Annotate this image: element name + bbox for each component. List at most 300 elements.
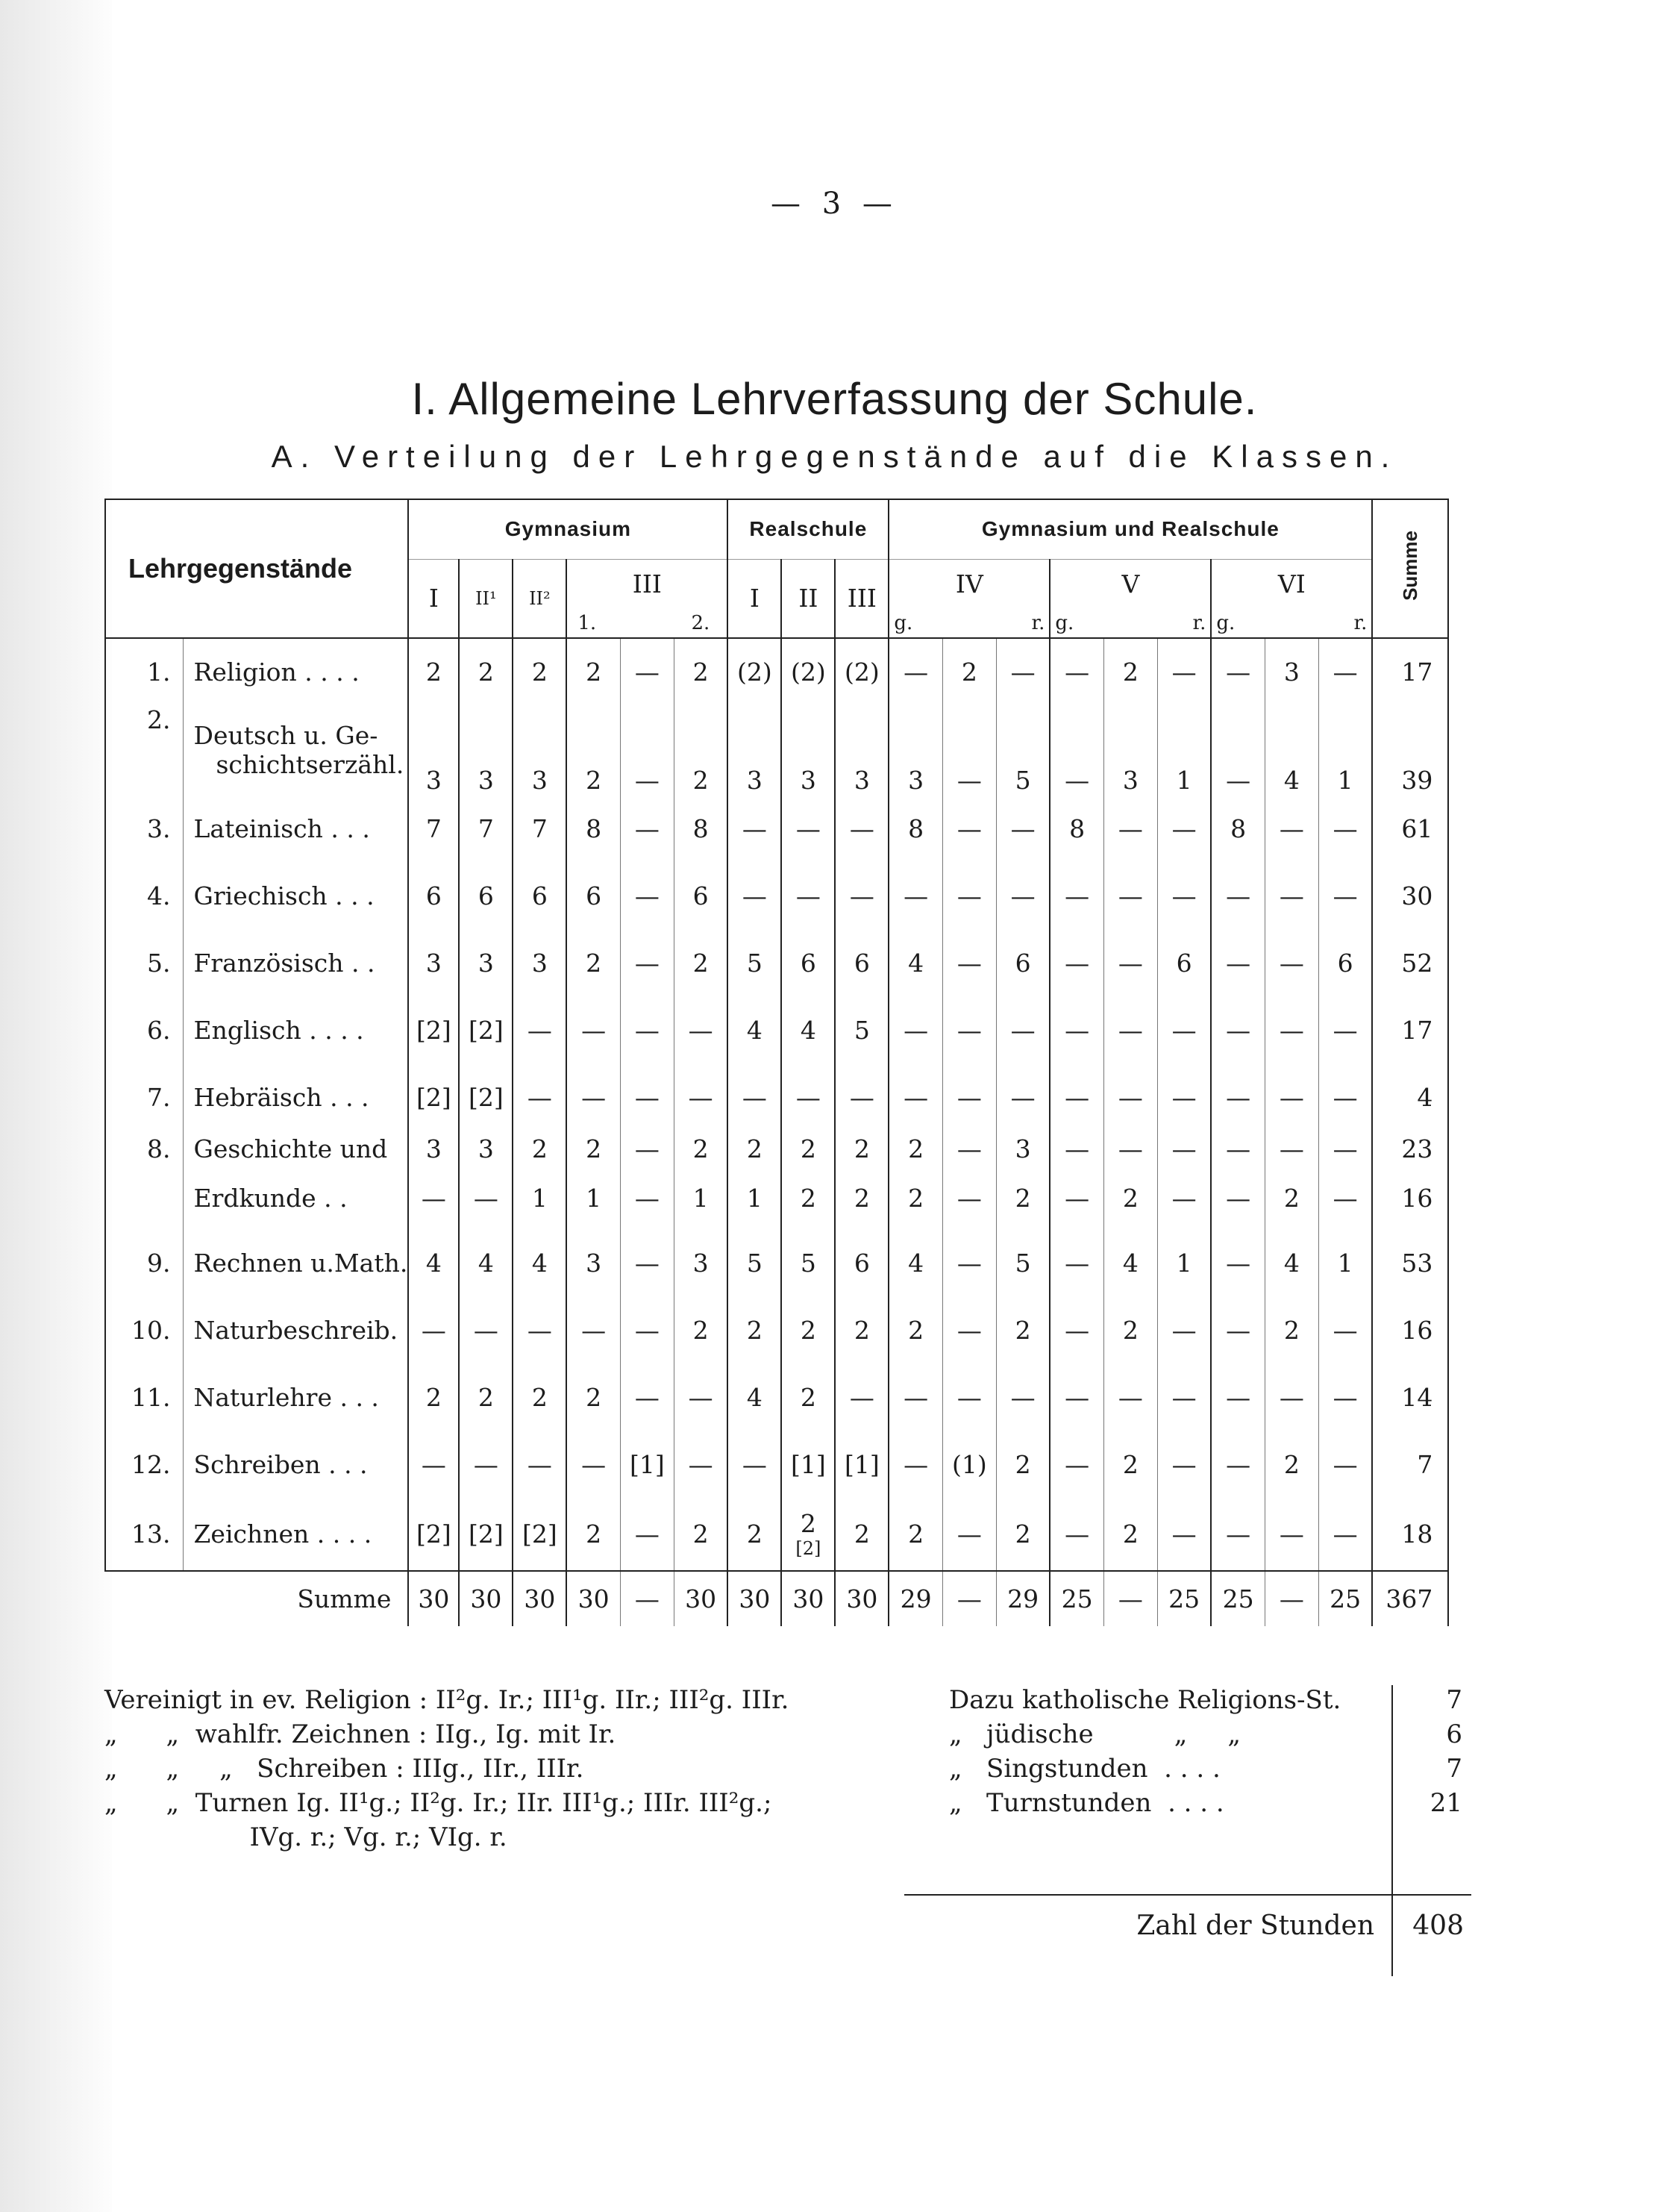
table-cell: —	[459, 1431, 513, 1498]
table-cell: —	[1103, 1363, 1157, 1431]
table-cell: [2]	[408, 1063, 459, 1131]
table-cell: 4	[727, 1363, 781, 1431]
table-cell: —	[1157, 1363, 1211, 1431]
table-cell: —	[1103, 996, 1157, 1063]
table-cell: 8	[566, 795, 620, 862]
table-cell: 2	[835, 1498, 889, 1571]
note-left-text: „ „ Turnen Ig. II¹g.; II²g. Ir.; IIr. III¹g.; IIIr. III²g.;	[104, 1788, 772, 1818]
table-row	[105, 1229, 1448, 1296]
table-cell: —	[459, 1166, 513, 1229]
table-cell: —	[1050, 1363, 1103, 1431]
table-cell: —	[513, 1296, 566, 1363]
table-cell: 2	[1103, 1296, 1157, 1363]
row-subject: Naturbeschreib.	[183, 1296, 408, 1363]
table-body	[105, 638, 1448, 1626]
table-cell: —	[1050, 1296, 1103, 1363]
summe-cell: 29	[996, 1571, 1050, 1626]
row-sum: 39	[1372, 705, 1448, 795]
row-subject: Rechnen u.Math.	[183, 1229, 408, 1296]
header-sub-IV-g: g.	[889, 608, 942, 638]
table-cell: —	[889, 1063, 942, 1131]
table-cell: —	[1103, 795, 1157, 862]
table-cell: 2	[566, 1498, 620, 1571]
note-right-text: „ Turnstunden . . . .	[949, 1788, 1224, 1818]
cell-extra-value: [2]	[795, 1538, 821, 1559]
summe-cell: 30	[674, 1571, 727, 1626]
table-cell: —	[1050, 1229, 1103, 1296]
table-cell: [2]	[408, 996, 459, 1063]
table-cell: —	[1265, 1131, 1318, 1166]
table-cell: —	[1211, 1498, 1265, 1571]
table-cell: —	[835, 795, 889, 862]
table-cell	[781, 1498, 835, 1571]
row-number: 9.	[105, 1229, 183, 1296]
table-cell: —	[942, 996, 996, 1063]
table-cell: —	[1157, 1166, 1211, 1229]
table-cell: 6	[408, 862, 459, 929]
table-cell: (2)	[727, 638, 781, 705]
table-cell: [2]	[459, 1498, 513, 1571]
table-cell: —	[1211, 1166, 1265, 1229]
row-subject: Lateinisch . . .	[183, 795, 408, 862]
table-cell: 3	[781, 705, 835, 795]
table-cell: 2	[459, 638, 513, 705]
table-cell: —	[781, 1063, 835, 1131]
header-gymnasium-und-realschule: Gymnasium und Realschule	[889, 499, 1372, 559]
table-cell: 3	[408, 705, 459, 795]
table-cell: 4	[889, 929, 942, 996]
table-cell: 2	[674, 1131, 727, 1166]
table-row	[105, 1166, 1448, 1229]
header-class-real-I: I	[727, 559, 781, 638]
row-subject: Griechisch . . .	[183, 862, 408, 929]
table-row	[105, 1498, 1448, 1571]
table-cell: 2	[1103, 1431, 1157, 1498]
table-row	[105, 1431, 1448, 1498]
table-cell: —	[996, 862, 1050, 929]
note-left-text: Vereinigt in ev. Religion : II²g. Ir.; III¹g. IIr.; III²g. IIIr.	[104, 1685, 789, 1715]
table-cell: 5	[781, 1229, 835, 1296]
table-cell: —	[1050, 1166, 1103, 1229]
table-cell: 4	[727, 996, 781, 1063]
table-cell: [1]	[620, 1431, 674, 1498]
table-cell: [1]	[835, 1431, 889, 1498]
table-cell: [1]	[781, 1431, 835, 1498]
table-cell: 6	[566, 862, 620, 929]
table-cell: [2]	[513, 1498, 566, 1571]
row-sum: 61	[1372, 795, 1448, 862]
table-cell: —	[1157, 1498, 1211, 1571]
table-cell: 2	[674, 1498, 727, 1571]
row-subject: Geschichte und	[183, 1131, 408, 1166]
table-cell: —	[889, 1431, 942, 1498]
table-cell: —	[1265, 996, 1318, 1063]
row-sum: 16	[1372, 1166, 1448, 1229]
table-cell: —	[1157, 1063, 1211, 1131]
row-number: 7.	[105, 1063, 183, 1131]
table-cell: 3	[513, 929, 566, 996]
note-left-text: „ „ wahlfr. Zeichnen : IIg., Ig. mit Ir.	[104, 1719, 616, 1749]
table-cell: 6	[835, 1229, 889, 1296]
table-cell: —	[942, 1229, 996, 1296]
row-number: 12.	[105, 1431, 183, 1498]
table-cell: 1	[727, 1166, 781, 1229]
table-cell: 3	[513, 705, 566, 795]
table-cell: —	[620, 1296, 674, 1363]
table-cell: 2	[566, 1131, 620, 1166]
table-cell: —	[566, 996, 620, 1063]
row-subject: Zeichnen . . . .	[183, 1498, 408, 1571]
zahl-value: 408	[1412, 1910, 1464, 1941]
table-cell: —	[1318, 1498, 1372, 1571]
table-cell: 2	[1265, 1296, 1318, 1363]
table-cell: —	[1318, 1363, 1372, 1431]
table-cell: 5	[996, 1229, 1050, 1296]
notes-block	[104, 1685, 1470, 1857]
table-cell: 8	[889, 795, 942, 862]
note-row	[104, 1822, 1470, 1857]
table-cell: —	[620, 795, 674, 862]
table-cell: —	[1211, 929, 1265, 996]
row-sum: 4	[1372, 1063, 1448, 1131]
table-cell: —	[996, 795, 1050, 862]
table-cell: —	[1157, 996, 1211, 1063]
table-cell: —	[674, 1063, 727, 1131]
note-row	[104, 1719, 1470, 1754]
note-value: 21	[1430, 1788, 1462, 1818]
table-cell: —	[620, 638, 674, 705]
page-title: I. Allgemeine Lehrverfassung der Schule.	[411, 374, 1258, 424]
table-cell: —	[942, 1498, 996, 1571]
summe-cell: 30	[459, 1571, 513, 1626]
table-cell: —	[942, 1166, 996, 1229]
header-class-IV: IV	[889, 559, 1050, 608]
zahl-divider	[904, 1894, 1471, 1896]
table-cell: —	[1318, 862, 1372, 929]
summe-cell: 30	[513, 1571, 566, 1626]
table-cell: —	[1050, 1131, 1103, 1166]
table-cell: —	[1103, 1131, 1157, 1166]
table-cell: —	[1265, 1063, 1318, 1131]
header-realschule: Realschule	[727, 499, 889, 559]
row-number: 3.	[105, 795, 183, 862]
table-cell: —	[1318, 795, 1372, 862]
summe-cell: 25	[1318, 1571, 1372, 1626]
header-class-gym-III: III	[566, 559, 727, 608]
summe-row	[105, 1571, 1448, 1626]
table-cell: —	[674, 1431, 727, 1498]
table-cell: —	[889, 638, 942, 705]
table-cell: 4	[1265, 705, 1318, 795]
table-cell: 2	[566, 1363, 620, 1431]
table-cell: —	[1265, 1498, 1318, 1571]
table-cell: 2	[513, 638, 566, 705]
row-number: 8.	[105, 1131, 183, 1166]
table-cell: 6	[835, 929, 889, 996]
table-cell: —	[1050, 862, 1103, 929]
table-row	[105, 1296, 1448, 1363]
table-cell: —	[1050, 638, 1103, 705]
summe-cell: 25	[1050, 1571, 1103, 1626]
table-cell: —	[727, 795, 781, 862]
table-cell: 3	[459, 1131, 513, 1166]
cell-value: 2	[800, 1509, 816, 1538]
table-cell: 2	[996, 1431, 1050, 1498]
table-cell: —	[1157, 1131, 1211, 1166]
row-subject-line2: schichtserzähl.	[216, 750, 404, 779]
table-cell: 6	[674, 862, 727, 929]
table-cell: 7	[408, 795, 459, 862]
table-cell: 4	[889, 1229, 942, 1296]
table-cell: 2	[674, 929, 727, 996]
row-number: 5.	[105, 929, 183, 996]
zahl-label: Zahl der Stunden	[1136, 1910, 1374, 1941]
table-cell: 6	[781, 929, 835, 996]
table-cell: —	[1211, 1063, 1265, 1131]
header-class-gym-II1: II¹	[459, 559, 513, 638]
table-cell: (2)	[835, 638, 889, 705]
table-cell: —	[1050, 1063, 1103, 1131]
table-cell: —	[1211, 1431, 1265, 1498]
table-cell: 2	[996, 1166, 1050, 1229]
table-cell: 1	[1318, 705, 1372, 795]
note-right-text: Dazu katholische Religions-St.	[949, 1685, 1341, 1715]
table-cell: —	[996, 1363, 1050, 1431]
row-subject: Schreiben . . .	[183, 1431, 408, 1498]
table-cell: 2	[835, 1296, 889, 1363]
row-subject: Religion . . . .	[183, 638, 408, 705]
table-cell: —	[1050, 1431, 1103, 1498]
table-cell: —	[1211, 1131, 1265, 1166]
table-cell: —	[1265, 929, 1318, 996]
note-value: 6	[1446, 1719, 1462, 1749]
table-cell: —	[1318, 1296, 1372, 1363]
table-cell: —	[1318, 1063, 1372, 1131]
table-cell: 4	[459, 1229, 513, 1296]
table-cell: 8	[1050, 795, 1103, 862]
table-cell: —	[1157, 795, 1211, 862]
table-cell: 2	[566, 705, 620, 795]
table-cell: —	[996, 638, 1050, 705]
table-cell: 2	[889, 1498, 942, 1571]
table-cell: 4	[1103, 1229, 1157, 1296]
table-cell: —	[566, 1296, 620, 1363]
table-cell: 2	[889, 1131, 942, 1166]
table-cell: 5	[835, 996, 889, 1063]
table-cell: 6	[996, 929, 1050, 996]
summe-cell: 30	[408, 1571, 459, 1626]
table-cell: —	[620, 996, 674, 1063]
table-row	[105, 929, 1448, 996]
row-number: 1.	[105, 638, 183, 705]
row-subject-line1: Deutsch u. Ge-	[193, 721, 378, 750]
header-sub-V-g: g.	[1050, 608, 1103, 638]
table-cell: 2	[835, 1131, 889, 1166]
table-cell: 5	[996, 705, 1050, 795]
row-number: 10.	[105, 1296, 183, 1363]
table-cell: —	[1211, 862, 1265, 929]
table-cell: 6	[1318, 929, 1372, 996]
table-cell: 8	[674, 795, 727, 862]
row-sum: 30	[1372, 862, 1448, 929]
table-cell: —	[727, 1431, 781, 1498]
table-cell: —	[1157, 1296, 1211, 1363]
row-subject	[183, 705, 408, 795]
table-cell: 5	[727, 1229, 781, 1296]
header-sub-III-2: 2.	[691, 611, 710, 634]
table-cell: 2	[674, 638, 727, 705]
table-cell: —	[1157, 1431, 1211, 1498]
table-cell: —	[408, 1296, 459, 1363]
table-cell: 2	[1103, 638, 1157, 705]
header-class-VI: VI	[1211, 559, 1372, 608]
summe-total: 367	[1372, 1571, 1448, 1626]
table-cell: —	[942, 705, 996, 795]
table-cell: —	[942, 862, 996, 929]
table-cell: 3	[459, 929, 513, 996]
table-cell: 2	[781, 1131, 835, 1166]
header-class-real-III: III	[835, 559, 889, 638]
summe-cell: 30	[566, 1571, 620, 1626]
table-cell: —	[1211, 1229, 1265, 1296]
note-left-text: IVg. r.; Vg. r.; VIg. r.	[104, 1822, 507, 1852]
table-cell: —	[1211, 638, 1265, 705]
table-cell: [2]	[408, 1498, 459, 1571]
table-cell: —	[566, 1431, 620, 1498]
header-summe: Summe	[1372, 499, 1448, 638]
table-cell: —	[620, 705, 674, 795]
table-cell: —	[942, 1296, 996, 1363]
row-sum: 23	[1372, 1131, 1448, 1166]
header-class-real-II: II	[781, 559, 835, 638]
summe-cell: —	[620, 1571, 674, 1626]
table-cell: 2	[835, 1166, 889, 1229]
table-cell: —	[781, 795, 835, 862]
row-sum: 7	[1372, 1431, 1448, 1498]
table-cell: —	[1265, 795, 1318, 862]
table-cell: —	[1211, 996, 1265, 1063]
table-cell: 2	[1103, 1498, 1157, 1571]
table-cell: 2	[408, 638, 459, 705]
table-cell: 8	[1211, 795, 1265, 862]
table-cell: 2	[1265, 1431, 1318, 1498]
table-cell: 4	[1265, 1229, 1318, 1296]
table-cell: 2	[408, 1363, 459, 1431]
table-cell: —	[620, 862, 674, 929]
table-cell: 2	[1103, 1166, 1157, 1229]
table-cell: —	[620, 1498, 674, 1571]
header-class-gym-I: I	[408, 559, 459, 638]
table-cell: —	[1265, 1363, 1318, 1431]
table-cell: —	[620, 1229, 674, 1296]
table-cell: 2	[781, 1296, 835, 1363]
table-cell: 3	[835, 705, 889, 795]
table-cell: 3	[459, 705, 513, 795]
header-sub-IV-r: r.	[1031, 611, 1045, 634]
row-sum: 52	[1372, 929, 1448, 996]
row-sum: 17	[1372, 638, 1448, 705]
table-cell: —	[889, 996, 942, 1063]
table-cell: —	[781, 862, 835, 929]
row-number: 13.	[105, 1498, 183, 1571]
row-subject: Englisch . . . .	[183, 996, 408, 1063]
table-row	[105, 862, 1448, 929]
table-cell: —	[1157, 638, 1211, 705]
header-lehrgegenstaende: Lehrgegenstände	[105, 499, 408, 638]
row-sum: 53	[1372, 1229, 1448, 1296]
table-cell: (2)	[781, 638, 835, 705]
table-cell: 2	[566, 929, 620, 996]
table-cell: —	[1211, 705, 1265, 795]
table-cell: 3	[1103, 705, 1157, 795]
note-right-text: „ Singstunden . . . .	[949, 1754, 1221, 1784]
table-cell: 5	[727, 929, 781, 996]
table-cell: 3	[996, 1131, 1050, 1166]
table-cell: —	[835, 862, 889, 929]
table-cell: 2	[727, 1498, 781, 1571]
summe-cell: 30	[781, 1571, 835, 1626]
note-value: 7	[1446, 1754, 1462, 1784]
table-cell: —	[1050, 705, 1103, 795]
summe-cell: 30	[835, 1571, 889, 1626]
table-cell: —	[942, 1063, 996, 1131]
table-cell: —	[408, 1166, 459, 1229]
table-cell: —	[942, 929, 996, 996]
table-cell: 2	[674, 705, 727, 795]
table-cell: —	[620, 929, 674, 996]
table-cell: —	[620, 1063, 674, 1131]
table-row	[105, 1363, 1448, 1431]
table-cell: 3	[566, 1229, 620, 1296]
table-cell: —	[1265, 862, 1318, 929]
table-cell: 2	[674, 1296, 727, 1363]
summe-cell: 30	[727, 1571, 781, 1626]
table-row	[105, 996, 1448, 1063]
header-sub-VI-r: r.	[1353, 611, 1368, 634]
table-cell: —	[674, 1363, 727, 1431]
table-cell: —	[513, 1431, 566, 1498]
row-sum: 17	[1372, 996, 1448, 1063]
row-number: 4.	[105, 862, 183, 929]
distribution-table-wrap	[104, 499, 1449, 1626]
table-row	[105, 1063, 1448, 1131]
row-number	[105, 1166, 183, 1229]
page-number: — 3 —	[771, 187, 898, 221]
table-cell: 2	[942, 638, 996, 705]
table-cell: 2	[727, 1131, 781, 1166]
note-row	[104, 1754, 1470, 1788]
table-cell: 1	[674, 1166, 727, 1229]
table-cell: —	[1103, 929, 1157, 996]
table-cell: 4	[781, 996, 835, 1063]
table-cell: [2]	[459, 996, 513, 1063]
row-number: 11.	[105, 1363, 183, 1431]
note-row	[104, 1685, 1470, 1719]
table-cell: —	[835, 1063, 889, 1131]
table-cell: —	[620, 1166, 674, 1229]
header-class-gym-II2: II²	[513, 559, 566, 638]
table-cell: —	[1211, 1296, 1265, 1363]
table-cell: 3	[727, 705, 781, 795]
table-row	[105, 705, 1448, 795]
table-cell: —	[835, 1363, 889, 1431]
summe-cell: —	[1265, 1571, 1318, 1626]
table-cell: 2	[781, 1363, 835, 1431]
table-cell: —	[1318, 996, 1372, 1063]
row-sum: 16	[1372, 1296, 1448, 1363]
table-cell: 1	[1318, 1229, 1372, 1296]
table-row	[105, 638, 1448, 705]
